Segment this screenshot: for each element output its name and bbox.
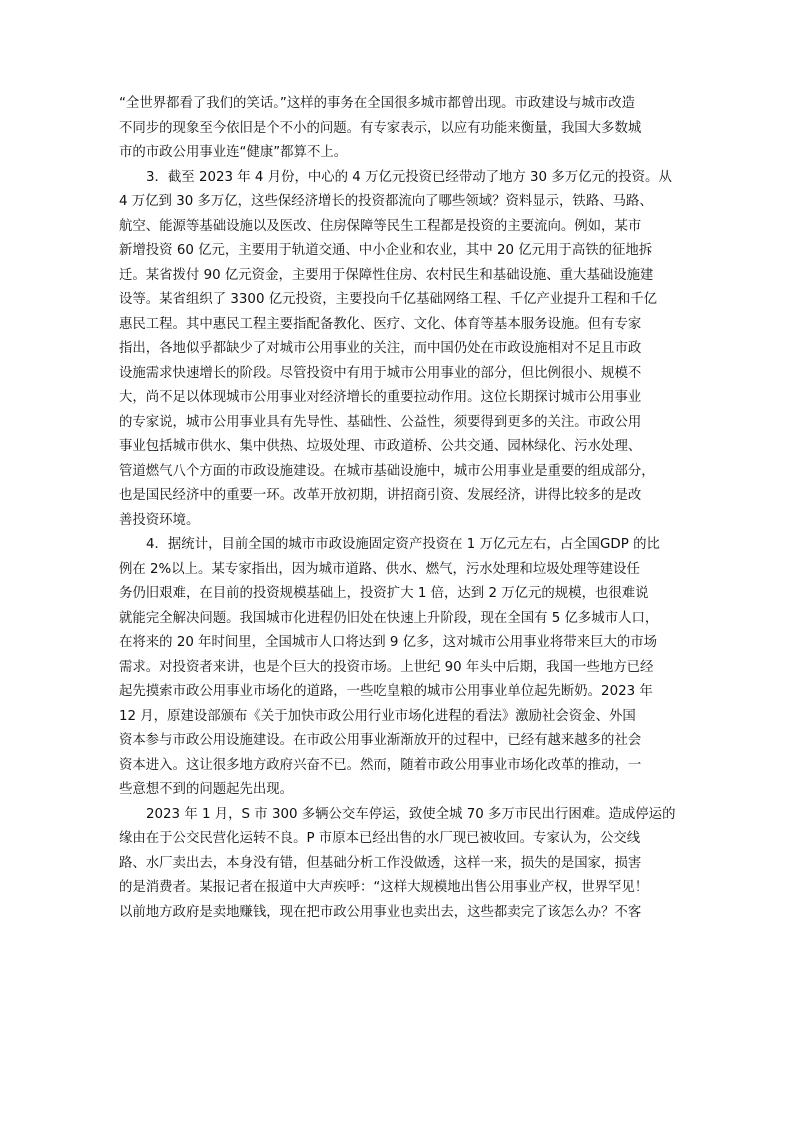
text-line: 事业包括城市供水、集中供热、垃圾处理、市政道桥、公共交通、园林绿化、污水处理、: [119, 439, 642, 454]
text-line: 设施需求快速增长的阶段。尽管投资中有用于城市公用事业的部分，但比例很小、规模不: [119, 365, 642, 381]
text-line: 善投资环境。: [119, 512, 200, 528]
text-line: 些意想不到的问题起先出现。: [119, 782, 294, 797]
text-line: 资本进入。这让很多地方政府兴奋不已。然而，随着市政公用事业市场化改革的推动，一: [119, 757, 642, 773]
text-line: 资本参与市政公用设施建设。在市政公用事业渐渐放开的过程中，已经有越来越多的社会: [119, 733, 642, 748]
text-line: 设等。某省组织了 3300 亿元投资，主要投向千亿基础网络工程、千亿产业提升工程和千亿: [119, 292, 658, 307]
text-line: 不同步的现象至今依旧是个不小的问题。有专家表示，以应有功能来衡量，我国大多数城: [119, 120, 642, 136]
text-line: 4 万亿到 30 多万亿，这些保经济增长的投资都流向了哪些领域？资料显示，铁路、马路、: [119, 194, 653, 209]
text-line: 市的市政公用事业连“健康”都算不上。: [119, 145, 348, 160]
text-line: 管道燃气八个方面的市政设施建设。在城市基础设施中，城市公用事业是重要的组成部分，: [119, 463, 655, 479]
text-line: 新增投资 60 亿元，主要用于轨道交通、中小企业和农业，其中 20 亿元用于高铁的征地拆: [119, 243, 653, 258]
text-line: 12 月，原建设部颁布《关于加快市政公用行业市场化进程的看法》激励社会资金、外国: [119, 708, 636, 724]
text-line: 大，尚不足以体现城市公用事业对经济增长的重要拉动作用。这位长期探讨城市公用事业: [119, 390, 642, 405]
text-line: 起先摸索市政公用事业市场化的道路，一些吃皇粮的城市公用事业单位起先断奶。2023 年: [119, 684, 653, 699]
text-line: 2023 年 1 月，S 市 300 多辆公交车停运，致使全城 70 多万市民出行困难。造成停运的: [146, 806, 676, 822]
text-line: 需求。对投资者来讲，也是个巨大的投资市场。上世纪 90 年头中后期，我国一些地方已经: [119, 659, 654, 675]
paragraph-item-4: [119, 533, 675, 803]
text-line: 就能完全解决问题。我国城市化进程仍旧处在快速上升阶段，现在全国有 5 亿多城市人口，: [119, 610, 659, 626]
paragraph-continuation: [119, 92, 675, 166]
text-line: 惠民工程。其中惠民工程主要指配备教化、医疗、文化、体育等基本服务设施。但有专家: [119, 316, 642, 332]
paragraph-case: [119, 803, 675, 926]
paragraph-item-3: [119, 166, 675, 534]
text-line: 路、水厂卖出去，本身没有错，但基础分析工作没做透，这样一来，损失的是国家，损害: [119, 855, 642, 871]
text-line: 务仍旧艰难，在目前的投资规模基础上，投资扩大 1 倍，达到 2 万亿元的规模，也很难说: [119, 586, 649, 601]
text-line: “全世界都看了我们的笑话。”这样的事务在全国很多城市都曾出现。市政建设与城市改造: [119, 96, 636, 111]
text-line: 在将来的 20 年时间里，全国城市人口将达到 9 亿多，这对城市公用事业将带来巨大的市场: [119, 635, 658, 650]
text-line: 缘由在于公交民营化运转不良。P 市原本已经出售的水厂现已被收回。专家认为，公交线: [119, 831, 641, 846]
text-line: 以前地方政府是卖地赚钱，现在把市政公用事业也卖出去，这些都卖完了该怎么办？不客: [119, 904, 642, 920]
text-line: 的专家说，城市公用事业具有先导性、基础性、公益性，须要得到更多的关注。市政公用: [119, 414, 642, 430]
text-line: 的是消费者。某报记者在报道中大声疾呼：“这样大规模地出售公用事业产权，世界罕见！: [119, 880, 649, 895]
text-line: 4．据统计，目前全国的城市市政设施固定资产投资在 1 万亿元左右，占全国GDP 的比: [146, 537, 660, 552]
text-line: 迁。某省拨付 90 亿元资金，主要用于保障性住房、农村民生和基础设施、重大基础设施建: [119, 267, 654, 283]
text-line: 3．截至 2023 年 4 月份，中心的 4 万亿元投资已经带动了地方 30 多万亿元的投资。从: [146, 169, 672, 185]
text-line: 例在 2%以上。某专家指出，因为城市道路、供水、燃气，污水处理和垃圾处理等建设任: [119, 561, 640, 577]
document-page: [119, 92, 675, 925]
text-line: 航空、能源等基础设施以及医改、住房保障等民生工程都是投资的主要流向。例如，某市: [119, 218, 642, 234]
text-line: 指出，各地似乎都缺少了对城市公用事业的关注，而中国仍处在市政设施相对不足且市政: [119, 341, 642, 356]
text-line: 也是国民经济中的重要一环。改革开放初期，讲招商引资、发展经济，讲得比较多的是改: [119, 488, 642, 503]
